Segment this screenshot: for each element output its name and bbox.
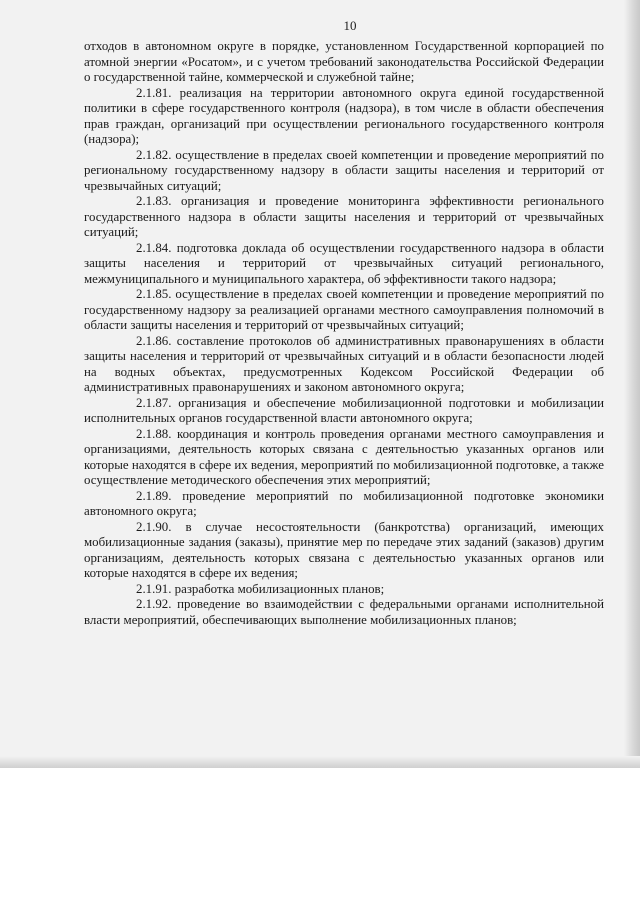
clause-2-1-87: 2.1.87. организация и обеспечение мобилизационной подготовки и мобилизации исполнительных органов государственной власти автономного округа;	[84, 395, 604, 425]
clause-2-1-92: 2.1.92. проведение во взаимодействии с федеральными органами исполнительной власти мероприятий, обеспечивающих выполнение мобилизационных планов;	[84, 597, 604, 627]
clause-2-1-85: 2.1.85. осуществление в пределах своей компетенции и проведение мероприятий по государственному надзору за реализацией органами местного самоуправления полномочий в области защиты населения и территорий от чрезвычайных ситуаций;	[84, 287, 604, 332]
page-edge-shadow	[624, 0, 640, 768]
document-body	[84, 39, 604, 628]
clause-2-1-84: 2.1.84. подготовка доклада об осуществлении государственного надзора в области защиты населения и территорий от чрезвычайных ситуаций регионального, межмуниципального и муниципального характера, об эффективности такого надзора;	[84, 240, 604, 286]
clause-2-1-82: 2.1.82. осуществление в пределах своей компетенции и проведение мероприятий по региональному государственному надзору в области защиты населения и территорий от чрезвычайных ситуаций;	[84, 147, 604, 193]
clause-2-1-83: 2.1.83. организация и проведение мониторинга эффективности регионального государственного надзора в области защиты населения и территорий от чрезвычайных ситуаций;	[84, 194, 604, 239]
page-bottom-edge	[0, 756, 640, 768]
clause-2-1-88: 2.1.88. координация и контроль проведения органами местного самоуправления и организациями, деятельность которых связана с деятельностью указанных органов или которые находятся в сфере их ведения, мероприятий по мобилизационной подготовке, а также осуществление методического обеспечения этих мероприятий;	[84, 426, 604, 487]
clause-2-1-86: 2.1.86. составление протоколов об административных правонарушениях в области защиты населения и территорий от чрезвычайных ситуаций и в области безопасности людей на водных объектах, предусмотренных Кодексом Российской Федерации об административных правонарушениях и законом автономного округа;	[84, 333, 604, 394]
clause-2-1-81: 2.1.81. реализация на территории автономного округа единой государственной политики в сфере государственного контроля (надзора), в том числе в области обеспечения прав граждан, организаций при осуществлении регионального государственного контроля (надзора);	[84, 85, 604, 146]
clause-2-1-89: 2.1.89. проведение мероприятий по мобилизационной подготовке экономики автономного округа;	[84, 488, 604, 518]
page-number: 10	[343, 18, 357, 33]
blank-scan-area	[0, 768, 640, 905]
clause-2-1-91: 2.1.91. разработка мобилизационных планов;	[136, 581, 385, 596]
paragraph-continuation: отходов в автономном округе в порядке, установленном Государственной корпорацией по атомной энергии «Росатом», и с учетом требований законодательства Российской Федерации о государственной тайне, коммерческой и служебной тайне;	[84, 39, 604, 84]
clause-2-1-90: 2.1.90. в случае несостоятельности (банкротства) организаций, имеющих мобилизационные задания (заказы), принятие мер по передаче этих заданий (заказов) другим организациям, деятельность которых связана с деятельностью указанных органов или которые находятся в сфере их ведения;	[84, 519, 604, 580]
